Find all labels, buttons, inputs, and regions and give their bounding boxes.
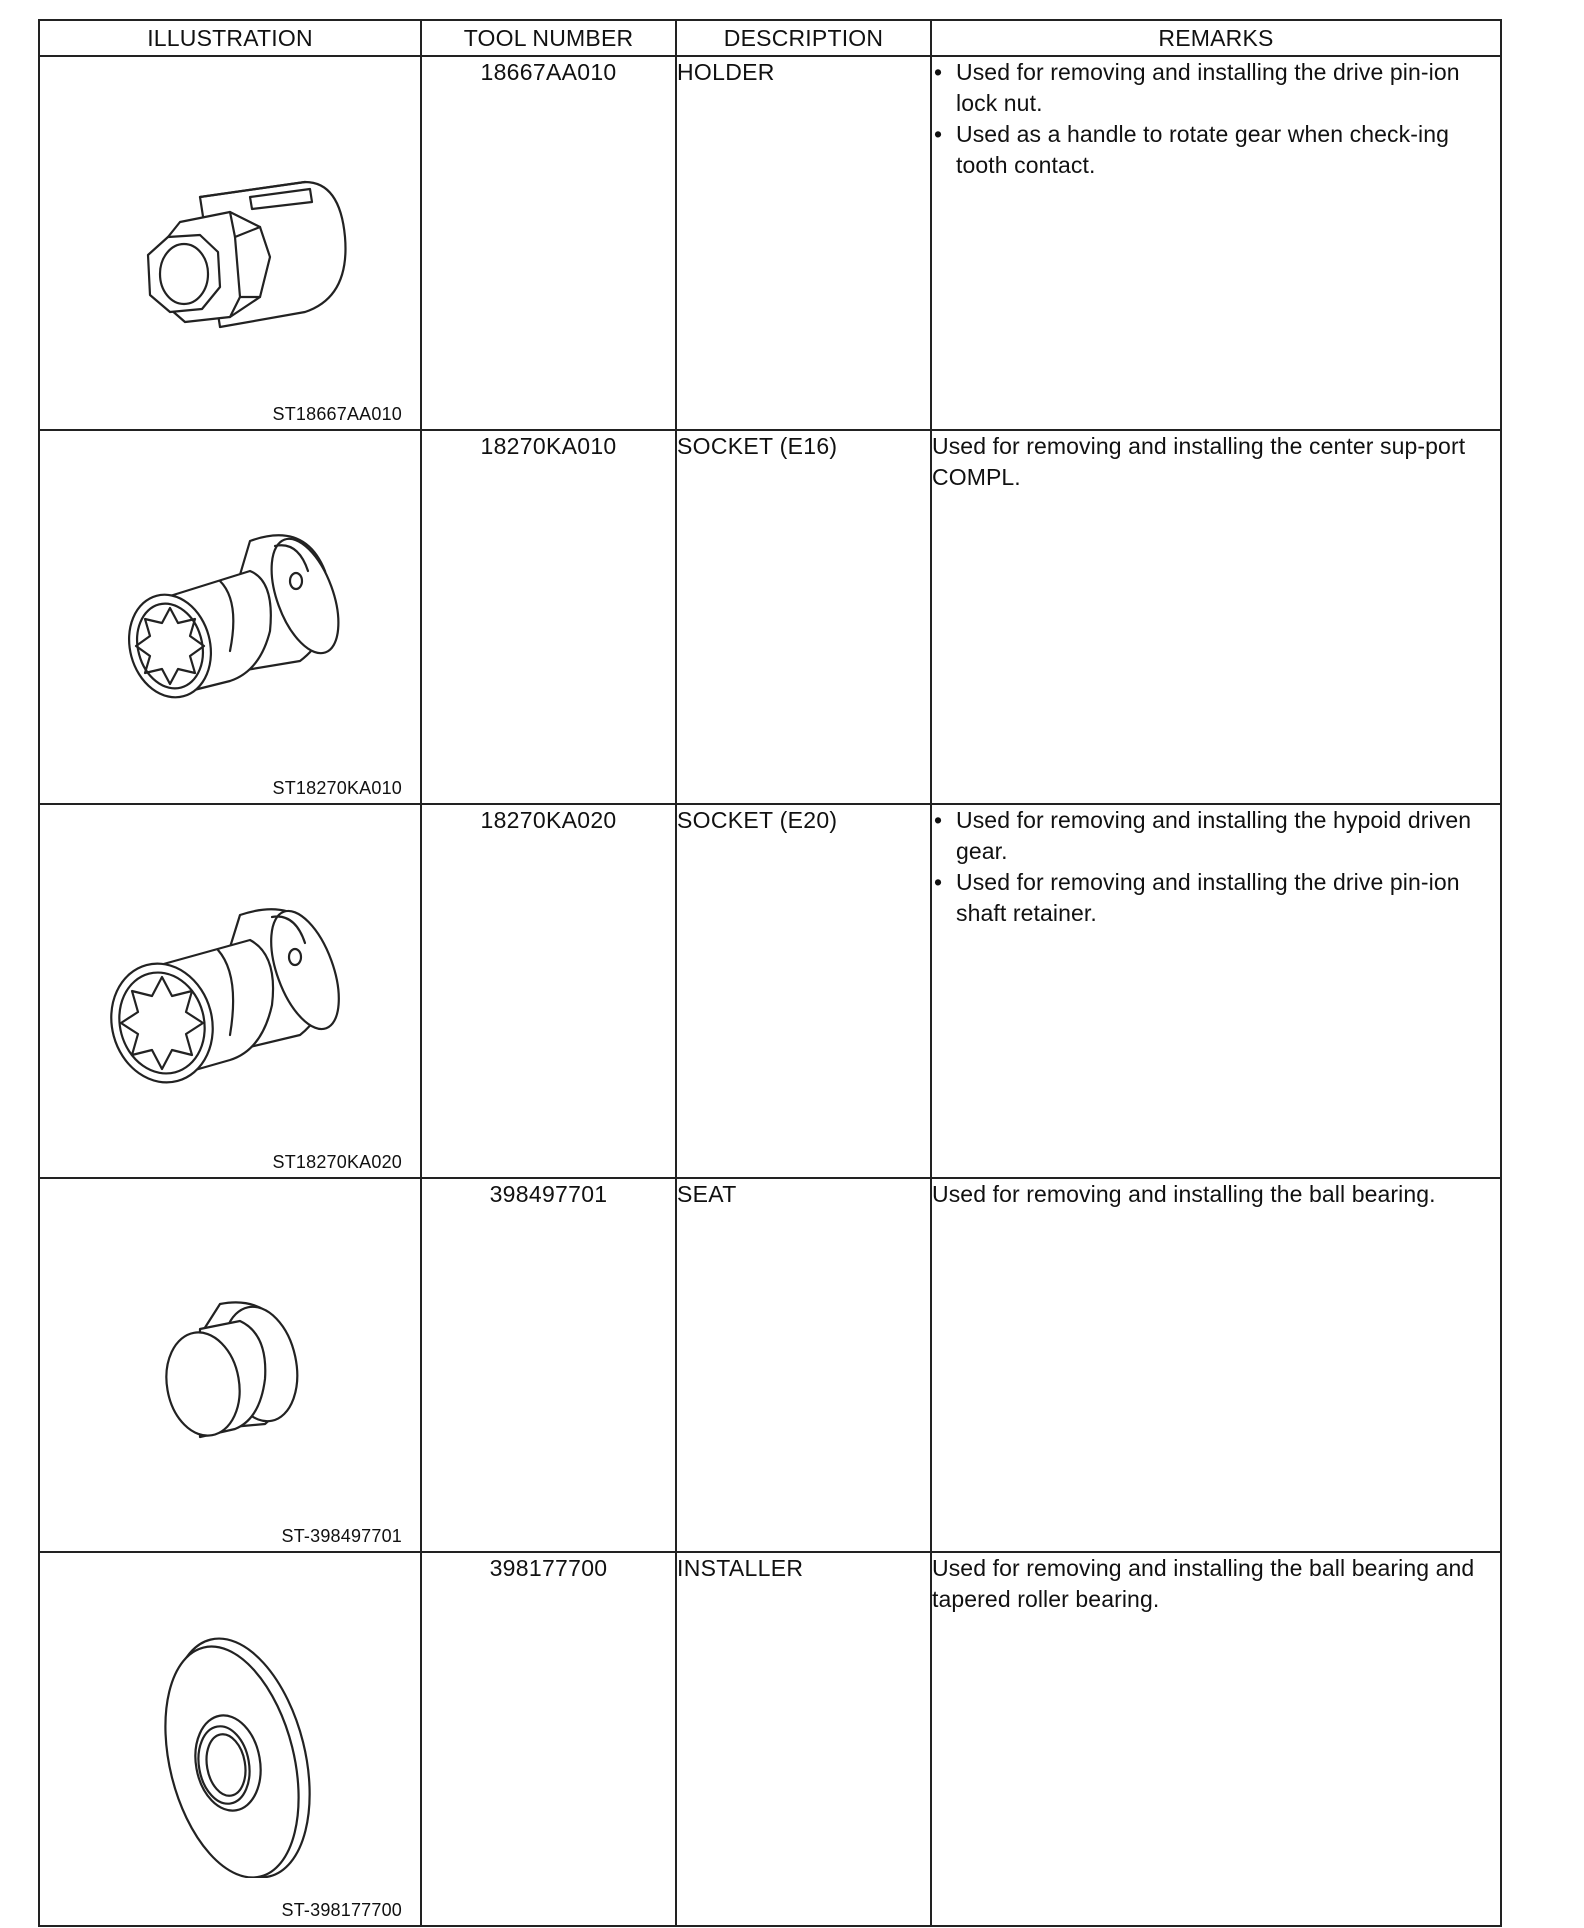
tool-number: 18270KA010 [421, 430, 676, 804]
header-description: DESCRIPTION [676, 20, 931, 56]
tool-description: INSTALLER [676, 1552, 931, 1926]
remark-item: • Used for removing and installing the drive pin-ion shaft retainer. [932, 867, 1500, 929]
header-illustration: ILLUSTRATION [39, 20, 421, 56]
illustration-cell [39, 804, 421, 1178]
illustration-code: ST-398497701 [281, 1526, 402, 1546]
tool-number: 18270KA020 [421, 804, 676, 1178]
tool-remarks: Used for removing and installing the ball bearing and tapered roller bearing. [931, 1552, 1501, 1926]
remark-item: • Used as a handle to rotate gear when check-ing tooth contact. [932, 119, 1500, 181]
illustration-cell [39, 56, 421, 430]
remarks-list [932, 805, 1500, 929]
illustration-cell [39, 1552, 421, 1926]
tool-remarks [931, 804, 1501, 1178]
illustration-code: ST18667AA010 [272, 404, 402, 424]
special-tools-table [38, 19, 1502, 1927]
remarks-list [932, 57, 1500, 181]
socket-e20-icon [100, 875, 370, 1115]
tool-description: SOCKET (E20) [676, 804, 931, 1178]
illustration-code: ST18270KA020 [272, 1152, 402, 1172]
table-row [39, 1178, 1501, 1552]
illustration-cell [39, 1178, 421, 1552]
header-remarks: REMARKS [931, 20, 1501, 56]
table-header-row [39, 20, 1501, 56]
illustration-cell [39, 430, 421, 804]
remark-item: • Used for removing and installing the hypoid driven gear. [932, 805, 1500, 867]
installer-tool-icon [100, 1608, 370, 1878]
tool-description: HOLDER [676, 56, 931, 430]
tool-remarks: Used for removing and installing the center sup-port COMPL. [931, 430, 1501, 804]
tool-number: 398497701 [421, 1178, 676, 1552]
illustration-code: ST18270KA010 [272, 778, 402, 798]
remark-item: • Used for removing and installing the drive pin-ion lock nut. [932, 57, 1500, 119]
socket-e16-icon [100, 501, 370, 741]
table-row [39, 430, 1501, 804]
tool-number: 398177700 [421, 1552, 676, 1926]
tool-description: SEAT [676, 1178, 931, 1552]
table-row [39, 804, 1501, 1178]
tool-remarks [931, 56, 1501, 430]
holder-tool-icon [100, 127, 370, 367]
header-tool-number: TOOL NUMBER [421, 20, 676, 56]
tool-number: 18667AA010 [421, 56, 676, 430]
tool-description: SOCKET (E16) [676, 430, 931, 804]
seat-tool-icon [100, 1249, 370, 1489]
table-row [39, 1552, 1501, 1926]
table-row [39, 56, 1501, 430]
illustration-code: ST-398177700 [281, 1900, 402, 1920]
tool-remarks: Used for removing and installing the ball bearing. [931, 1178, 1501, 1552]
